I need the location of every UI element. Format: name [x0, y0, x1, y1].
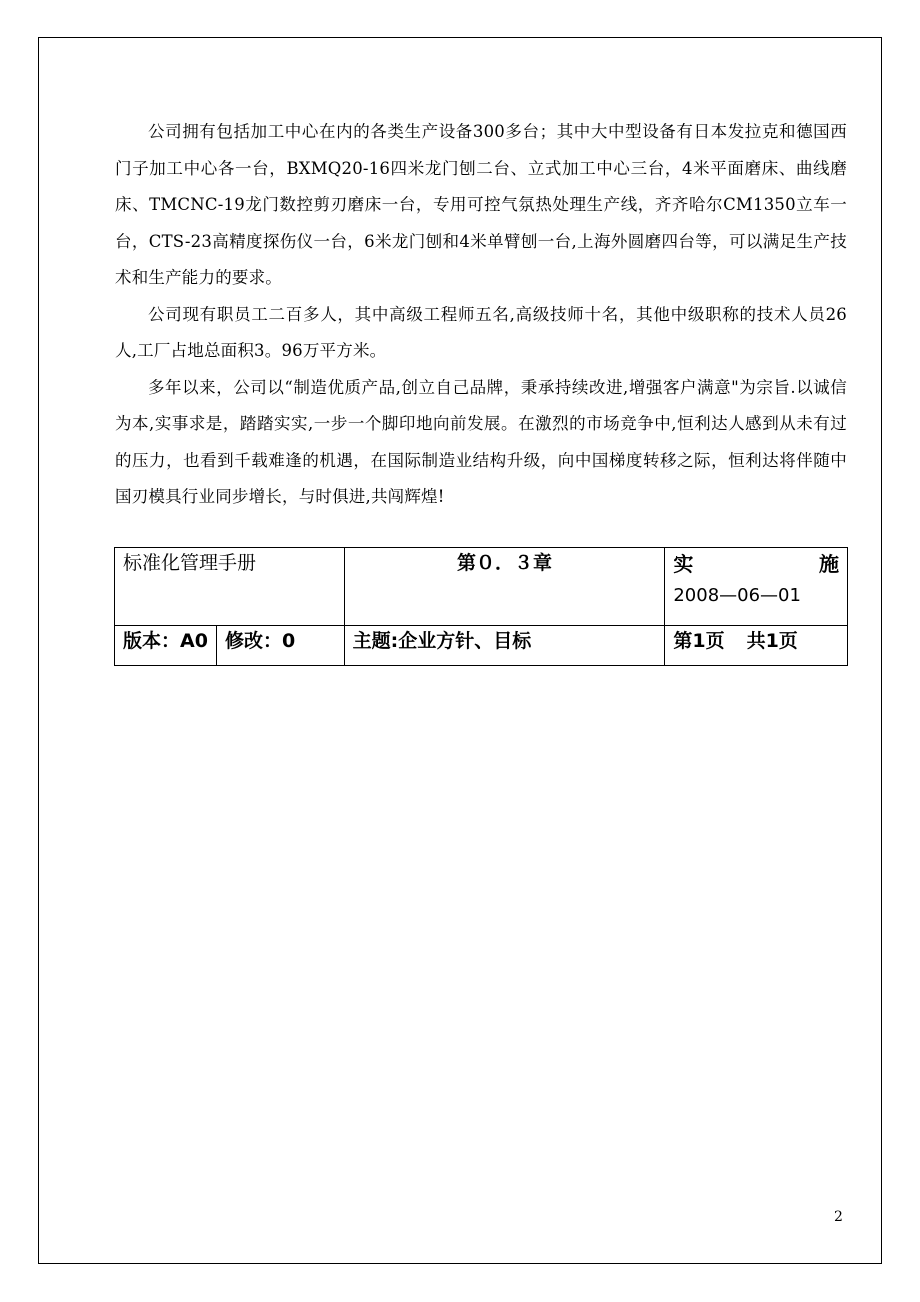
body-text [115, 114, 847, 516]
version-label: 版本：A0 [115, 626, 217, 666]
subject-label: 主题:企业方针、目标 [344, 626, 665, 666]
implementation-date: 2008—06—01 [673, 585, 801, 606]
paragraph-equipment: 公司拥有包括加工中心在内的各类生产设备300多台；其中大中型设备有日本发拉克和德国西门子加工中心各一台，BXMQ20-16四米龙门刨二台、立式加工中心三台，4米平面磨床、曲线磨床、TMCNC-19龙门数控剪刃磨床一台，专用可控气氛热处理生产线，齐齐哈尔CM1350立车一台，CTS-23高精度探伤仪一台，6米龙门刨和4米单臂刨一台,上海外圆磨四台等，可以满足生产技术和生产能力的要求。 [115, 122, 847, 287]
impl-label-right: 施 [819, 552, 839, 576]
chapter-number: 第０．３章 [344, 548, 665, 626]
paragraph-mission: 多年以来，公司以“制造优质产品,创立自己品牌，秉承持续改进,增强客户满意"为宗旨.以诚信为本,实事求是，踏踏实实,一步一个脚印地向前发展。在激烈的市场竞争中,恒利达人感到从未有过的压力，也看到千载难逢的机遇，在国际制造业结构升级，向中国梯度转移之际，恒利达将伴随中国刃模具行业同步增长，与时俱进,共闯辉煌! [115, 377, 847, 506]
implementation-cell [665, 548, 848, 626]
page-info [665, 626, 848, 666]
manual-title: 标准化管理手册 [115, 548, 345, 626]
document-control-table [114, 547, 848, 666]
page-label: 第1页 [673, 630, 725, 652]
page-number: 2 [834, 1209, 843, 1225]
total-pages-label: 共1页 [746, 630, 798, 652]
revision-label: 修改：0 [216, 626, 344, 666]
impl-label-left: 实 [673, 552, 694, 576]
paragraph-staff: 公司现有职员工二百多人，其中高级工程师五名,高级技师十名，其他中级职称的技术人员26人,工厂占地总面积3。96万平方米。 [115, 304, 847, 360]
